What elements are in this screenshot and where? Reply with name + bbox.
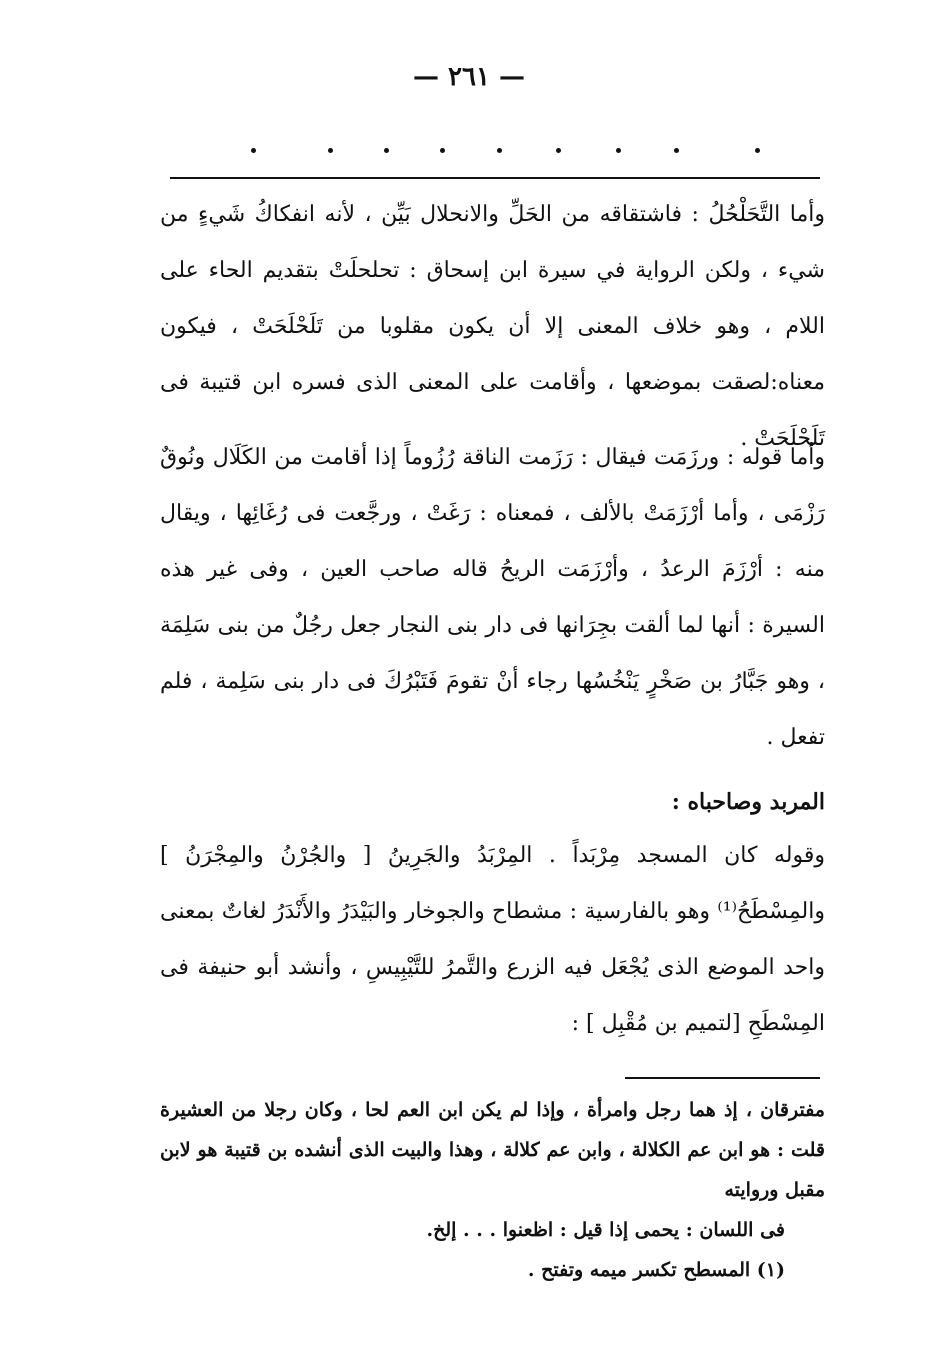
ornament-dot [251,148,256,153]
ornament-dot [328,148,333,153]
ornament-dot [755,148,760,153]
paragraph-mirbad: وقوله كان المسجد مِرْبَداً . المِرْبَدُ والجَرِينُ [ والجُرْنُ والمِجْرَنُ ] والمِسْطَحُ⁽¹⁾ وهو بالفارسية : مشطاح والجوخار والبَيْدَرُ والأَنْدَرُ لغاتٌ بمعنى واحد الموضع الذى يُجْعَل فيه الزرع والتَّمرُ للتَّيْبِيسِ ، وأنشد أبو حنيفة فى المِسْطَحِ [لتميم بن مُقْبِل ] : [160,843,825,1036]
footnote-line: (١) المسطح تكسر ميمه وتفتح . [527,1259,785,1281]
ornament-dots [175,142,820,162]
ornament-dot [674,148,679,153]
header-rule [170,177,820,179]
section-heading: المربد وصاحباه : [671,789,825,815]
page-number: — ٢٦١ — [412,62,526,92]
paragraph-tahalhul: وأما التَّحَلْحُلُ : فاشتقاقه من الحَلِّ والانحلال بَيِّن ، لأنه انفكاكُ شَيءٍ من شيء ، ولكن الرواية في سيرة ابن إسحاق : تحلحلَتْ بتقديم الحاء على اللام ، وهو خلاف المعنى إلا أن يكون مقلوبا من تَلَحْلَحَتْ ، فيكون معناه:لصقت بموضعها ، وأقامت على المعنى الذى فسره ابن قتيبة فى تَلَحْلَحَتْ . [160,202,825,451]
ornament-dot [440,148,445,153]
paragraph-razamat: وأما قوله : ورزَمَت فيقال : رَزَمت الناقة رُزُوماً إذا أقامت من الكَلَال ونُوقٌ رَزْمَى ، وأما أرْزَمَتْ بالألف ، فمعناه : رَغَتْ ، ورجَّعت فى رُغَائِها ، ويقال منه : أرْزَمَ الرعدُ ، وأرْزَمَت الريحُ قاله صاحب العين ، وفى غير هذه السيرة : أنها لما ألقت بجِرَانها فى دار بنى النجار جعل رجُلٌ من بنى سَلِمَة ، وهو جَبَّارُ بن صَخْرٍ يَنْخُسُها رجاء أنْ تقومَ فَتَبْرُكَ فى دار بنى سَلِمة ، فلم تفعل . [160,445,825,750]
ornament-dot [616,148,621,153]
footnotes [160,1090,825,1290]
footnote-main: مفترقان ، إذ هما رجل وامرأة ، وإذا لم يكن ابن العم لحا ، وكان رجلا من العشيرة قلت : هو ابن عم الكلالة ، وابن عم كلالة ، وهذا والبيت الذى أنشده بن قتيبة هو لابن مقبل وروايته [160,1099,825,1201]
ornament-dot [556,148,561,153]
footnote-rule [625,1077,820,1079]
ornament-dot [497,148,502,153]
footnote-line: فى اللسان : يحمى إذا قيل : اظعنوا . . . إلخ. [426,1219,785,1241]
ornament-dot [384,148,389,153]
